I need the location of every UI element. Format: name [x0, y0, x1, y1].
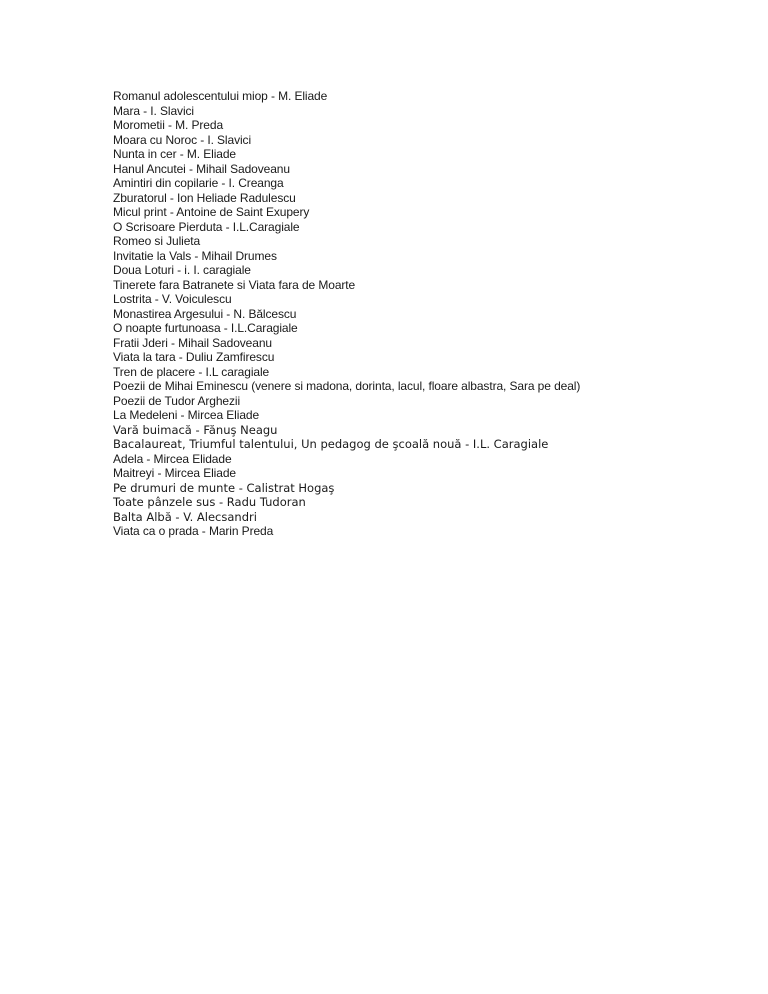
list-item: Nunta in cer - M. Eliade — [113, 147, 236, 161]
list-item: Romeo si Julieta — [113, 234, 201, 248]
list-item: Pe drumuri de munte - Calistrat Hogaş — [113, 480, 335, 495]
list-item: Micul print - Antoine de Saint Exupery — [113, 205, 310, 219]
list-item: Adela - Mircea Elidade — [113, 451, 232, 466]
list-item: Moara cu Noroc - I. Slavici — [113, 132, 252, 147]
book-list — [113, 89, 580, 539]
list-item: O Scrisoare Pierduta - I.L.Caragiale — [113, 219, 300, 234]
list-item: Monastirea Argesului - N. Bălcescu — [113, 306, 297, 321]
list-item: Fratii Jderi - Mihail Sadoveanu — [113, 335, 272, 350]
list-item: Maitreyi - Mircea Eliade — [113, 466, 236, 480]
list-item: Zburatorul - Ion Heliade Radulescu — [113, 190, 296, 205]
list-item: Mara - I. Slavici — [113, 103, 194, 118]
list-item: La Medeleni - Mircea Eliade — [113, 408, 260, 422]
list-item: Balta Albă - V. Alecsandri — [113, 509, 257, 524]
list-item: Tren de placere - I.L caragiale — [113, 364, 270, 379]
list-item: Invitatie la Vals - Mihail Drumes — [113, 248, 277, 263]
list-item: O noapte furtunoasa - I.L.Caragiale — [113, 321, 298, 335]
list-item: Amintiri din copilarie - I. Creanga — [113, 176, 284, 190]
list-item: Vară buimacă - Fănuş Neagu — [113, 422, 278, 437]
list-item: Viata ca o prada - Marin Preda — [113, 524, 274, 538]
list-item: Poezii de Tudor Arghezii — [113, 393, 241, 408]
list-item: Doua Loturi - i. I. caragiale — [113, 263, 251, 277]
list-item: Toate pânzele sus - Radu Tudoran — [113, 495, 306, 509]
list-item: Viata la tara - Duliu Zamfirescu — [113, 350, 275, 364]
list-item: Morometii - M. Preda — [113, 118, 224, 132]
list-item: Romanul adolescentului miop - M. Eliade — [113, 89, 328, 103]
list-item: Poezii de Mihai Eminescu (venere si madona, dorinta, lacul, floare albastra, Sara pe deal) — [113, 379, 581, 393]
list-item: Lostrita - V. Voiculescu — [113, 292, 232, 306]
list-item: Bacalaureat, Triumful talentului, Un pedagog de şcoală nouă - I.L. Caragiale — [113, 437, 549, 451]
list-item: Tinerete fara Batranete si Viata fara de Moarte — [113, 277, 356, 292]
list-item: Hanul Ancutei - Mihail Sadoveanu — [113, 161, 290, 176]
